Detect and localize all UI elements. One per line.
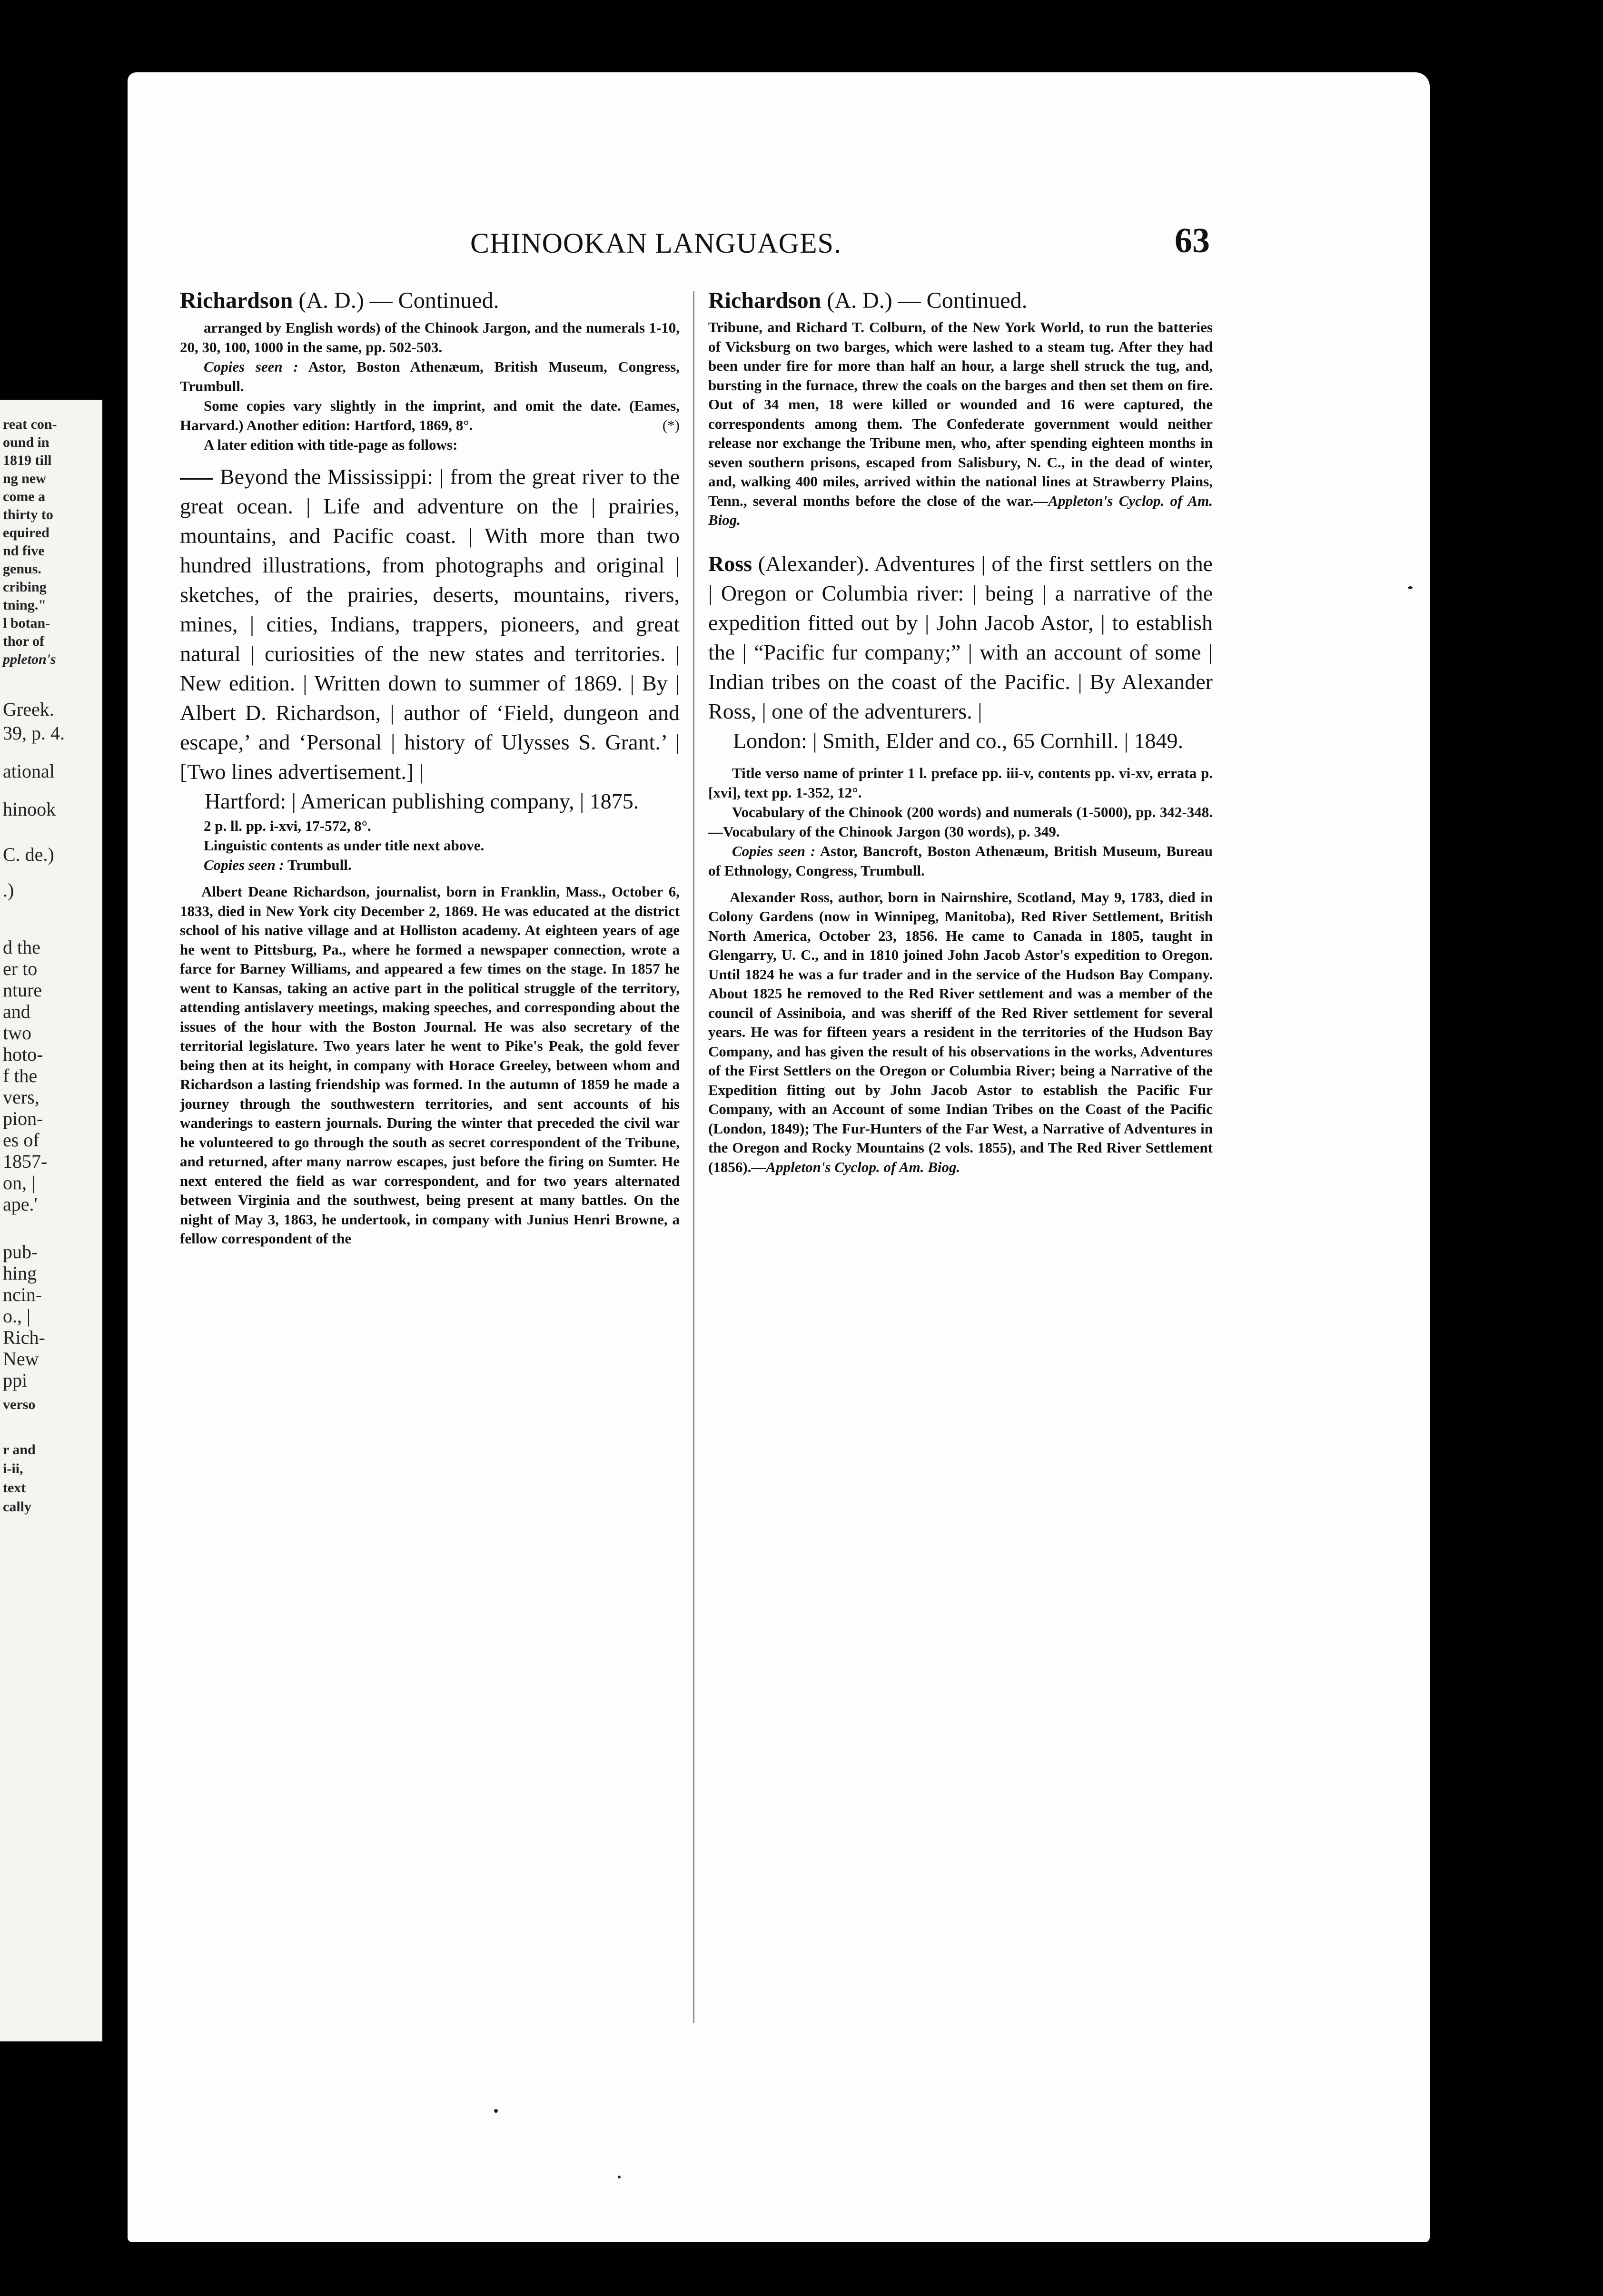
previous-page-fragment: 1819 till (3, 453, 52, 468)
citation: —Appleton's Cyclop. of Am. Biog. (708, 492, 1213, 528)
previous-page-fragment: ppi (3, 1370, 28, 1391)
previous-page-fragment: tning." (3, 597, 46, 613)
previous-page-fragment: thor of (3, 633, 44, 649)
previous-page-fragment: hing (3, 1262, 37, 1284)
entry-title (708, 549, 1213, 726)
copies-seen (180, 855, 680, 875)
previous-page-fragment: ncin- (3, 1284, 42, 1305)
copies-label: Copies seen : (732, 842, 816, 859)
biography-continued (708, 318, 1213, 530)
previous-page-fragment: pub- (3, 1241, 38, 1262)
author-name: Richardson (708, 288, 821, 313)
note-text: Some copies vary slightly in the imprint, and omit the date. (Eames, Harvard.) Another edition: Hartford, 1869, 8°. (180, 397, 680, 434)
previous-page-fragment: ape.' (3, 1193, 38, 1215)
author-name: Richardson (180, 288, 293, 313)
heading-rest: (A. D.) — Continued. (821, 288, 1028, 313)
previous-page-fragment: vers, (3, 1086, 40, 1108)
previous-page-fragment: genus. (3, 561, 41, 577)
copies-label: Copies seen : (204, 857, 284, 873)
previous-page-fragment: ational (3, 760, 55, 782)
previous-page-fragment: 39, p. 4. (3, 722, 65, 744)
copies-list: Trumbull. (284, 857, 352, 873)
previous-page-fragment: o., | (3, 1305, 31, 1327)
previous-page-fragment: verso (3, 1397, 36, 1412)
imprint: London: | Smith, Elder and co., 65 Cornhill. | 1849. (733, 728, 1184, 753)
previous-page-fragment: Rich- (3, 1327, 45, 1348)
imprint-note (180, 396, 680, 435)
previous-page-fragment: pion- (3, 1108, 43, 1129)
previous-page-fragment: .) (3, 879, 14, 901)
previous-page-fragment: C. de.) (3, 844, 54, 865)
running-title: CHINOOKAN LANGUAGES. (470, 227, 841, 259)
copies-label: Copies seen : (204, 358, 298, 375)
previous-page-fragment: l botan- (3, 615, 50, 631)
previous-page-fragment: equired (3, 525, 49, 541)
collation: 2 p. ll. pp. i-xvi, 17-572, 8°. (204, 818, 371, 834)
previous-page-fragment: f the (3, 1065, 38, 1086)
previous-page-fragment: text (3, 1480, 26, 1496)
title-text: (Alexander). Adventures | of the first settlers on the | Oregon or Columbia river: | being | a narrative of the expedition fitted out by | John Jacob Astor, | to establish the | “Pacific fur company;” | with an account of some | Indian tribes on the coast of the Pacific. | By Alexander Ross, | one of the adventurers. | (708, 551, 1213, 723)
previous-page-fragment: nture (3, 979, 42, 1001)
column-divider (693, 291, 694, 2023)
author-name: Ross (708, 551, 752, 576)
previous-page-fragment: come a (3, 489, 46, 504)
title-text: Beyond the Mississippi: | from the great river to the great ocean. | Life and adventure on the | prairies, mountains, and Pacific coast. | With more than two hundred illustrations, from photographs and original | sketches, of the prairies, deserts, mountains, rivers, mines, | cities, Indians, trappers, pioneers, and great natural | curiosities of the new states and territories. | New edition. | Written down to summer of 1869. | By | Albert D. Richardson, | author of ‘Field, dungeon and escape,’ and ‘Personal | history of Ulysses S. Grant.’ | [Two lines advertisement.] | (180, 464, 680, 784)
previous-page-fragment: ppleton's (3, 651, 56, 667)
book-page (128, 72, 1430, 2242)
previous-page-fragment: ound in (3, 434, 49, 450)
imprint: Hartford: | American publishing company, | 1875. (205, 789, 639, 813)
ditto-dash (180, 478, 213, 480)
previous-page-fragment: r and (3, 1442, 36, 1458)
biography (708, 888, 1213, 1177)
copies-seen (180, 357, 680, 396)
previous-page-fragment: nd five (3, 543, 45, 559)
left-column (180, 286, 680, 1249)
entry-title (180, 462, 680, 787)
previous-page-fragment: d the (3, 936, 40, 958)
previous-page-fragment: 1857- (3, 1151, 48, 1172)
heading-rest: (A. D.) — Continued. (293, 288, 499, 313)
previous-page-fragment: cally (3, 1499, 31, 1515)
previous-page-fragment: ng new (3, 471, 46, 486)
collation: Title verso name of printer 1 l. preface pp. iii-v, contents pp. vi-xv, errata p. [xvi], text pp. 1-352, 12°. (708, 764, 1213, 801)
biography: Albert Deane Richardson, journalist, born in Franklin, Mass., October 6, 1833, died in New York city December 2, 1869. He was educated at the district school of his native village and at Holliston academy. At eighteen years of age he went to Pittsburg, Pa., where he formed a newspaper connection, wrote a farce for Barney Williams, and appeared a few times on the stage. In 1857 he went to Kansas, taking an active part in the political struggle of the territory, attending antislavery meetings, making speeches, and corresponding about the issues of the hour with the Boston Journal. He was also secretary of the territorial legislature. Two years later he went to Pike's Peak, the gold fever being then at its height, in company with Horace Greeley, between whom and Richardson a lasting friendship was formed. In the autumn of 1859 he made a journey through the southwestern territories, and sent accounts of his wanderings to eastern journals. During the winter that preceded the civil war he volunteered to go through the south as secret correspondent of the Tribune, and returned, after many narrow escapes, just before the firing on Sumter. He next entered the field as war correspondent, and for two years alternated between Virginia and the southwest, being present at many battles. On the night of May 3, 1863, he undertook, in company with Junius Henri Browne, a fellow correspondent of the (180, 883, 680, 1247)
biography-text: Tribune, and Richard T. Colburn, of the New York World, to run the batteries of Vicksburg on two barges, which were lashed to a steam tug. After they had been under fire for more than half an hour, a large shell struck the tug, and, bursting in the furnace, threw the coals on the barges and then set them on fire. Out of 34 men, 18 were killed or wounded and 16 were captured, the correspondents among them. The Confederate government would neither release nor exchange the Tribune men, who, after spending eighteen months in seven southern prisons, escaped from Salisbury, N. C., in the dead of winter, and, walking 400 miles, arrived within the national lines at Strawberry Plains, Tenn., several months before the close of the war. (708, 319, 1213, 509)
speck (1408, 586, 1413, 589)
previous-page-edge (0, 400, 102, 2041)
previous-page-fragment: hinook (3, 798, 56, 820)
previous-page-fragment: Greek. (3, 699, 54, 720)
vocabulary-note: Vocabulary of the Chinook (200 words) and numerals (1-5000), pp. 342-348.—Vocabulary of the Chinook Jargon (30 words), p. 349. (708, 803, 1213, 840)
previous-page-fragment: es of (3, 1129, 40, 1151)
previous-page-fragment: cribing (3, 579, 47, 595)
previous-page-fragment: i-ii, (3, 1461, 23, 1477)
linguistic-contents: Linguistic contents as under title next above. (204, 837, 485, 854)
previous-page-fragment: two (3, 1022, 31, 1044)
previous-page-fragment: reat con- (3, 416, 57, 432)
previous-page-fragment: er to (3, 958, 38, 979)
right-column (708, 286, 1213, 1177)
citation: —Appleton's Cyclop. of Am. Biog. (751, 1158, 960, 1175)
previous-page-fragment: and (3, 1001, 30, 1022)
entry-heading (180, 286, 680, 315)
copies-list: Astor, Boston Athenæum, British Museum, Congress, Trumbull. (180, 358, 680, 394)
copies-seen (708, 841, 1213, 880)
entry-heading (708, 286, 1213, 315)
biography-text: Alexander Ross, author, born in Nairnshire, Scotland, May 9, 1783, died in Colony Gardens (now in Winnipeg, Manitoba), Red River Settlement, British North America, October 23, 1856. He came to Canada in 1805, taught in Glengarry, U. C., and in 1810 joined John Jacob Astor's expedition to Oregon. Until 1824 he was a fur trader and in the service of the Hudson Bay Company. About 1825 he removed to the Red River settlement and was a member of the council of Assiniboia, and was sheriff of the Red River settlement for several years. He was for fifteen years a resident in the territories of the Hudson Bay Company, and has given the result of his observations in the works, Adventures of the First Settlers on the Oregon or Columbia River; being a Narrative of the Expedition fitting out by John Jacob Astor to establish the Pacific Fur Company, with an Account of some Indian Tribes on the Coast of the Pacific (London, 1849); The Fur-Hunters of the Far West, a Narrative of Adventures in the Oregon and Rocky Mountains (2 vols. 1855), and The Red River Settlement (1856). (708, 888, 1213, 1175)
copies-list: Astor, Bancroft, Boston Athenæum, British Museum, Bureau of Ethnology, Congress, Trumbull. (708, 842, 1213, 879)
previous-page-fragment: thirty to (3, 507, 53, 522)
page-number: 63 (1175, 221, 1210, 260)
later-edition-note: A later edition with title-page as follows: (204, 436, 458, 453)
continuation-text: arranged by English words) of the Chinook Jargon, and the numerals 1-10, 20, 30, 100, 1000 in the same, pp. 502-503. (180, 319, 680, 355)
speck (494, 2109, 498, 2113)
speck (618, 2176, 621, 2178)
previous-page-fragment: New (3, 1348, 39, 1370)
unseen-mark: (*) (662, 417, 680, 434)
previous-page-fragment: on, | (3, 1172, 36, 1193)
previous-page-fragment: hoto- (3, 1044, 43, 1065)
